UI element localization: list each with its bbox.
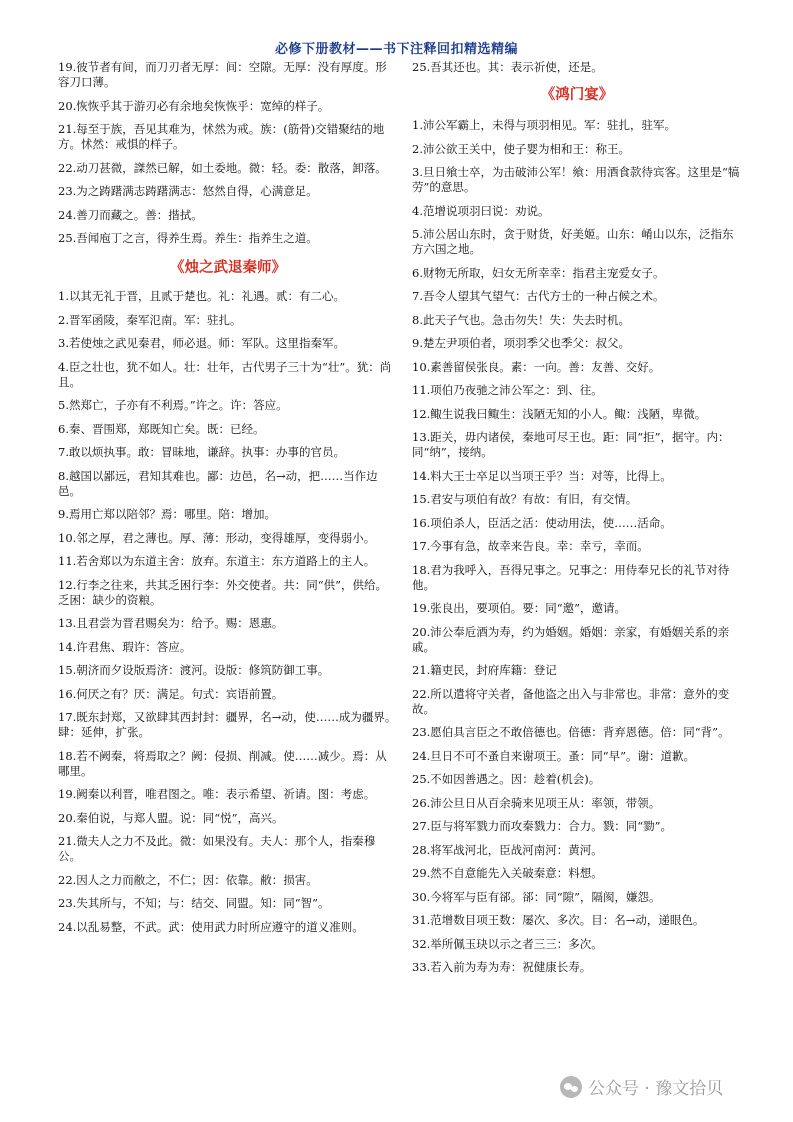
note-entry: 16.项伯杀人，臣活之活：使动用法，使……活命。 [412, 515, 672, 530]
note-entry: 18.若不阙秦，将焉取之？阙：侵损、削减。使……减少。焉：从哪里。 [58, 748, 387, 778]
note-entry: 17.既东封郑，又欲肆其西封封：疆界，名→动，使……成为疆界。肆：延伸，扩张。 [58, 710, 397, 739]
note-entry: 22.所以遣将守关者，备他盗之出入与非常也。非常：意外的变故。 [412, 686, 730, 716]
note-entry: 2.沛公欲王关中，使子婴为相和王：称王。 [412, 141, 630, 156]
note-entry: 24.善刀而藏之。善：揩拭。 [58, 207, 203, 222]
note-entry: 20.沛公奉卮酒为寿，约为婚姻。婚姻：亲家，有婚姻关系的亲戚。 [412, 624, 730, 654]
note-entry: 5.然郑亡，子亦有不利焉。”许之。许：答应。 [58, 398, 288, 412]
note-entry: 31.范增数目项王数：屡次、多次。目：名→动，递眼色。 [412, 913, 705, 927]
note-entry: 19.彼节者有间，而刀刃者无厚：间：空隙。无厚：没有厚度。形容刀口薄。 [58, 60, 387, 89]
right-notes-continued [412, 60, 742, 75]
note-entry: 3.若使烛之武见秦君，师必退。师：军队。这里指秦军。 [58, 336, 345, 350]
note-entry: 1.以其无礼于晋，且贰于楚也。礼：礼遇。贰：有二心。 [58, 289, 345, 303]
watermark-text: 公众号 · 豫文拾贝 [588, 1079, 724, 1099]
note-entry: 32.举所佩玉玦以示之者三三：多次。 [412, 936, 603, 951]
note-entry: 2.晋军函陵，秦军氾南。军：驻扎。 [58, 312, 242, 327]
note-entry: 21.籍吏民，封府库籍：登记 [412, 663, 557, 677]
note-entry: 27.臣与将军戮力而攻秦戮力：合力。戮：同“勠”。 [412, 819, 673, 833]
note-entry: 21.每至于族，吾见其难为，怵然为戒。族：(筋骨)交错聚结的地方。怵然：戒惧的样子。 [58, 122, 385, 151]
note-entry: 26.沛公旦日从百余骑来见项王从：率领，带领。 [412, 795, 661, 810]
note-entry: 11.项伯乃夜驰之沛公军之：到、往。 [412, 383, 603, 397]
note-entry: 10.素善留侯张良。素：一向。善：友善、交好。 [412, 359, 661, 374]
note-entry: 8.此天子气也。急击勿失！失：失去时机。 [412, 312, 630, 327]
note-entry: 4.臣之壮也，犹不如人。壮：壮年，古代男子三十为“壮”。犹：尚且。 [58, 359, 392, 389]
note-entry: 25.吾其还也。其：表示祈使，还是。 [412, 60, 603, 74]
note-entry: 12.鲰生说我曰鲰生：浅陋无知的小人。鲰：浅陋，卑微。 [412, 406, 707, 421]
note-entry: 22.因人之力而敝之，不仁；因：依靠。敝：损害。 [58, 872, 318, 887]
wechat-icon [560, 1076, 582, 1098]
watermark [560, 1074, 723, 1099]
note-entry: 6.秦、晋围郑，郑既知亡矣。既：已经。 [58, 421, 265, 436]
note-entry: 25.不如因善遇之。因：趁着(机会)。 [412, 772, 601, 786]
left-column [58, 60, 398, 943]
note-entry: 20.恢恢乎其于游刃必有余地矣恢恢乎：宽绰的样子。 [58, 98, 330, 113]
note-entry: 17.今事有急，故幸来告良。幸：幸亏，幸而。 [412, 539, 649, 553]
note-entry: 18.君为我呼入，吾得兄事之。兄事之：用侍奉兄长的礼节对待他。 [412, 562, 730, 592]
note-entry: 28.将军战河北，臣战河南河：黄河。 [412, 842, 603, 857]
note-entry: 30.今将军与臣有郤。郤：同“隙”，隔阂，嫌怨。 [412, 889, 661, 904]
note-entry: 19.张良出，要项伯。要：同“邀”，邀请。 [412, 601, 627, 615]
note-entry: 9.楚左尹项伯者，项羽季父也季父：叔父。 [412, 336, 630, 350]
note-entry: 33.若入前为寿为寿：祝健康长寿。 [412, 960, 592, 974]
note-entry: 10.邻之厚，君之薄也。厚、薄：形动，变得雄厚，变得弱小。 [58, 530, 376, 545]
note-entry: 15.君安与项伯有故？有故：有旧，有交情。 [412, 492, 638, 506]
note-entry: 14.许君焦、瑕许：答应。 [58, 639, 192, 654]
note-entry: 23.为之踌躇满志踌躇满志：悠然自得，心满意足。 [58, 184, 318, 198]
note-entry: 24.以乱易整，不武。武：使用武力时所应遵守的道义准则。 [58, 919, 364, 934]
note-entry: 29.然不自意能先入关破秦意：料想。 [412, 866, 603, 880]
note-entry: 16.何厌之有？厌：满足。句式：宾语前置。 [58, 686, 284, 701]
note-entry: 5.沛公居山东时，贪于财货，好美姬。山东：崤山以东，泛指东方六国之地。 [412, 227, 734, 256]
note-entry: 21.微夫人之力不及此。微：如果没有。夫人：那个人，指秦穆公。 [58, 834, 376, 863]
note-entry: 1.沛公军霸上，未得与项羽相见。军：驻扎，驻军。 [412, 118, 676, 132]
note-entry: 12.行李之往来，共其乏困行李：外交使者。共：同“供”，供给。乏困：缺少的资粮。 [58, 577, 388, 607]
note-entry: 22.动刀甚微，謋然已解，如土委地。微：轻。委：散落，卸落。 [58, 160, 387, 175]
note-entry: 9.焉用亡郑以陪邻？焉：哪里。陪：增加。 [58, 507, 276, 521]
note-entry: 14.料大王士卒足以当项王乎？当：对等，比得上。 [412, 468, 672, 483]
right-notes-hongmenyan [412, 118, 742, 975]
note-entry: 13.且君尝为晋君赐矣为：给予。赐：恩惠。 [58, 616, 284, 630]
note-entry: 11.若舍郑以为东道主舍：放弃。东道主：东方道路上的主人。 [58, 554, 376, 568]
left-notes-zhuzhiwu [58, 289, 398, 935]
note-entry: 19.阙秦以利晋，唯君图之。唯：表示希望、祈请。图：考虑。 [58, 787, 376, 801]
note-entry: 7.吾令人望其气望气：古代方士的一种占候之术。 [412, 289, 665, 303]
note-entry: 20.秦伯说，与郑人盟。说：同“悦”，高兴。 [58, 810, 284, 825]
section-title-zhuzhiwu: 《烛之武退秦师》 [170, 259, 286, 276]
note-entry: 8.越国以鄙远，君知其难也。鄙：边邑，名→动，把……当作边邑。 [58, 468, 378, 498]
note-entry: 7.敢以烦执事。敢：冒昧地，谦辞。执事：办事的官员。 [58, 445, 345, 459]
note-entry: 13.距关，毋内诸侯，秦地可尽王也。距：同“拒”，据守。内：同“纳”，接纳。 [412, 430, 730, 459]
note-entry: 23.愿伯具言臣之不敢倍德也。倍德：背弃恩德。倍：同“背”。 [412, 725, 730, 739]
note-entry: 25.吾闻庖丁之言，得养生焉。养生：指养生之道。 [58, 231, 318, 245]
page-title: 必修下册教材——书下注释回扣精选精编 [274, 42, 518, 57]
note-entry: 23.失其所与，不知；与：结交、同盟。知：同“智”。 [58, 896, 330, 910]
note-entry: 6.财物无所取，妇女无所幸幸：指君主宠爱女子。 [412, 265, 665, 280]
note-entry: 4.范增说项羽曰说：劝说。 [412, 203, 550, 218]
section-title-hongmenyan: 《鸿门宴》 [540, 86, 614, 103]
note-entry: 15.朝济而夕设版焉济：渡河。设版：修筑防御工事。 [58, 663, 330, 677]
note-entry: 3.旦日飨士卒，为击破沛公军！飨：用酒食款待宾客。这里是“犒劳”的意思。 [412, 165, 740, 194]
right-column [412, 60, 742, 984]
left-notes-continued [58, 60, 398, 246]
note-entry: 24.旦日不可不蚤自来谢项王。蚤：同“早”。谢：道歉。 [412, 748, 696, 763]
